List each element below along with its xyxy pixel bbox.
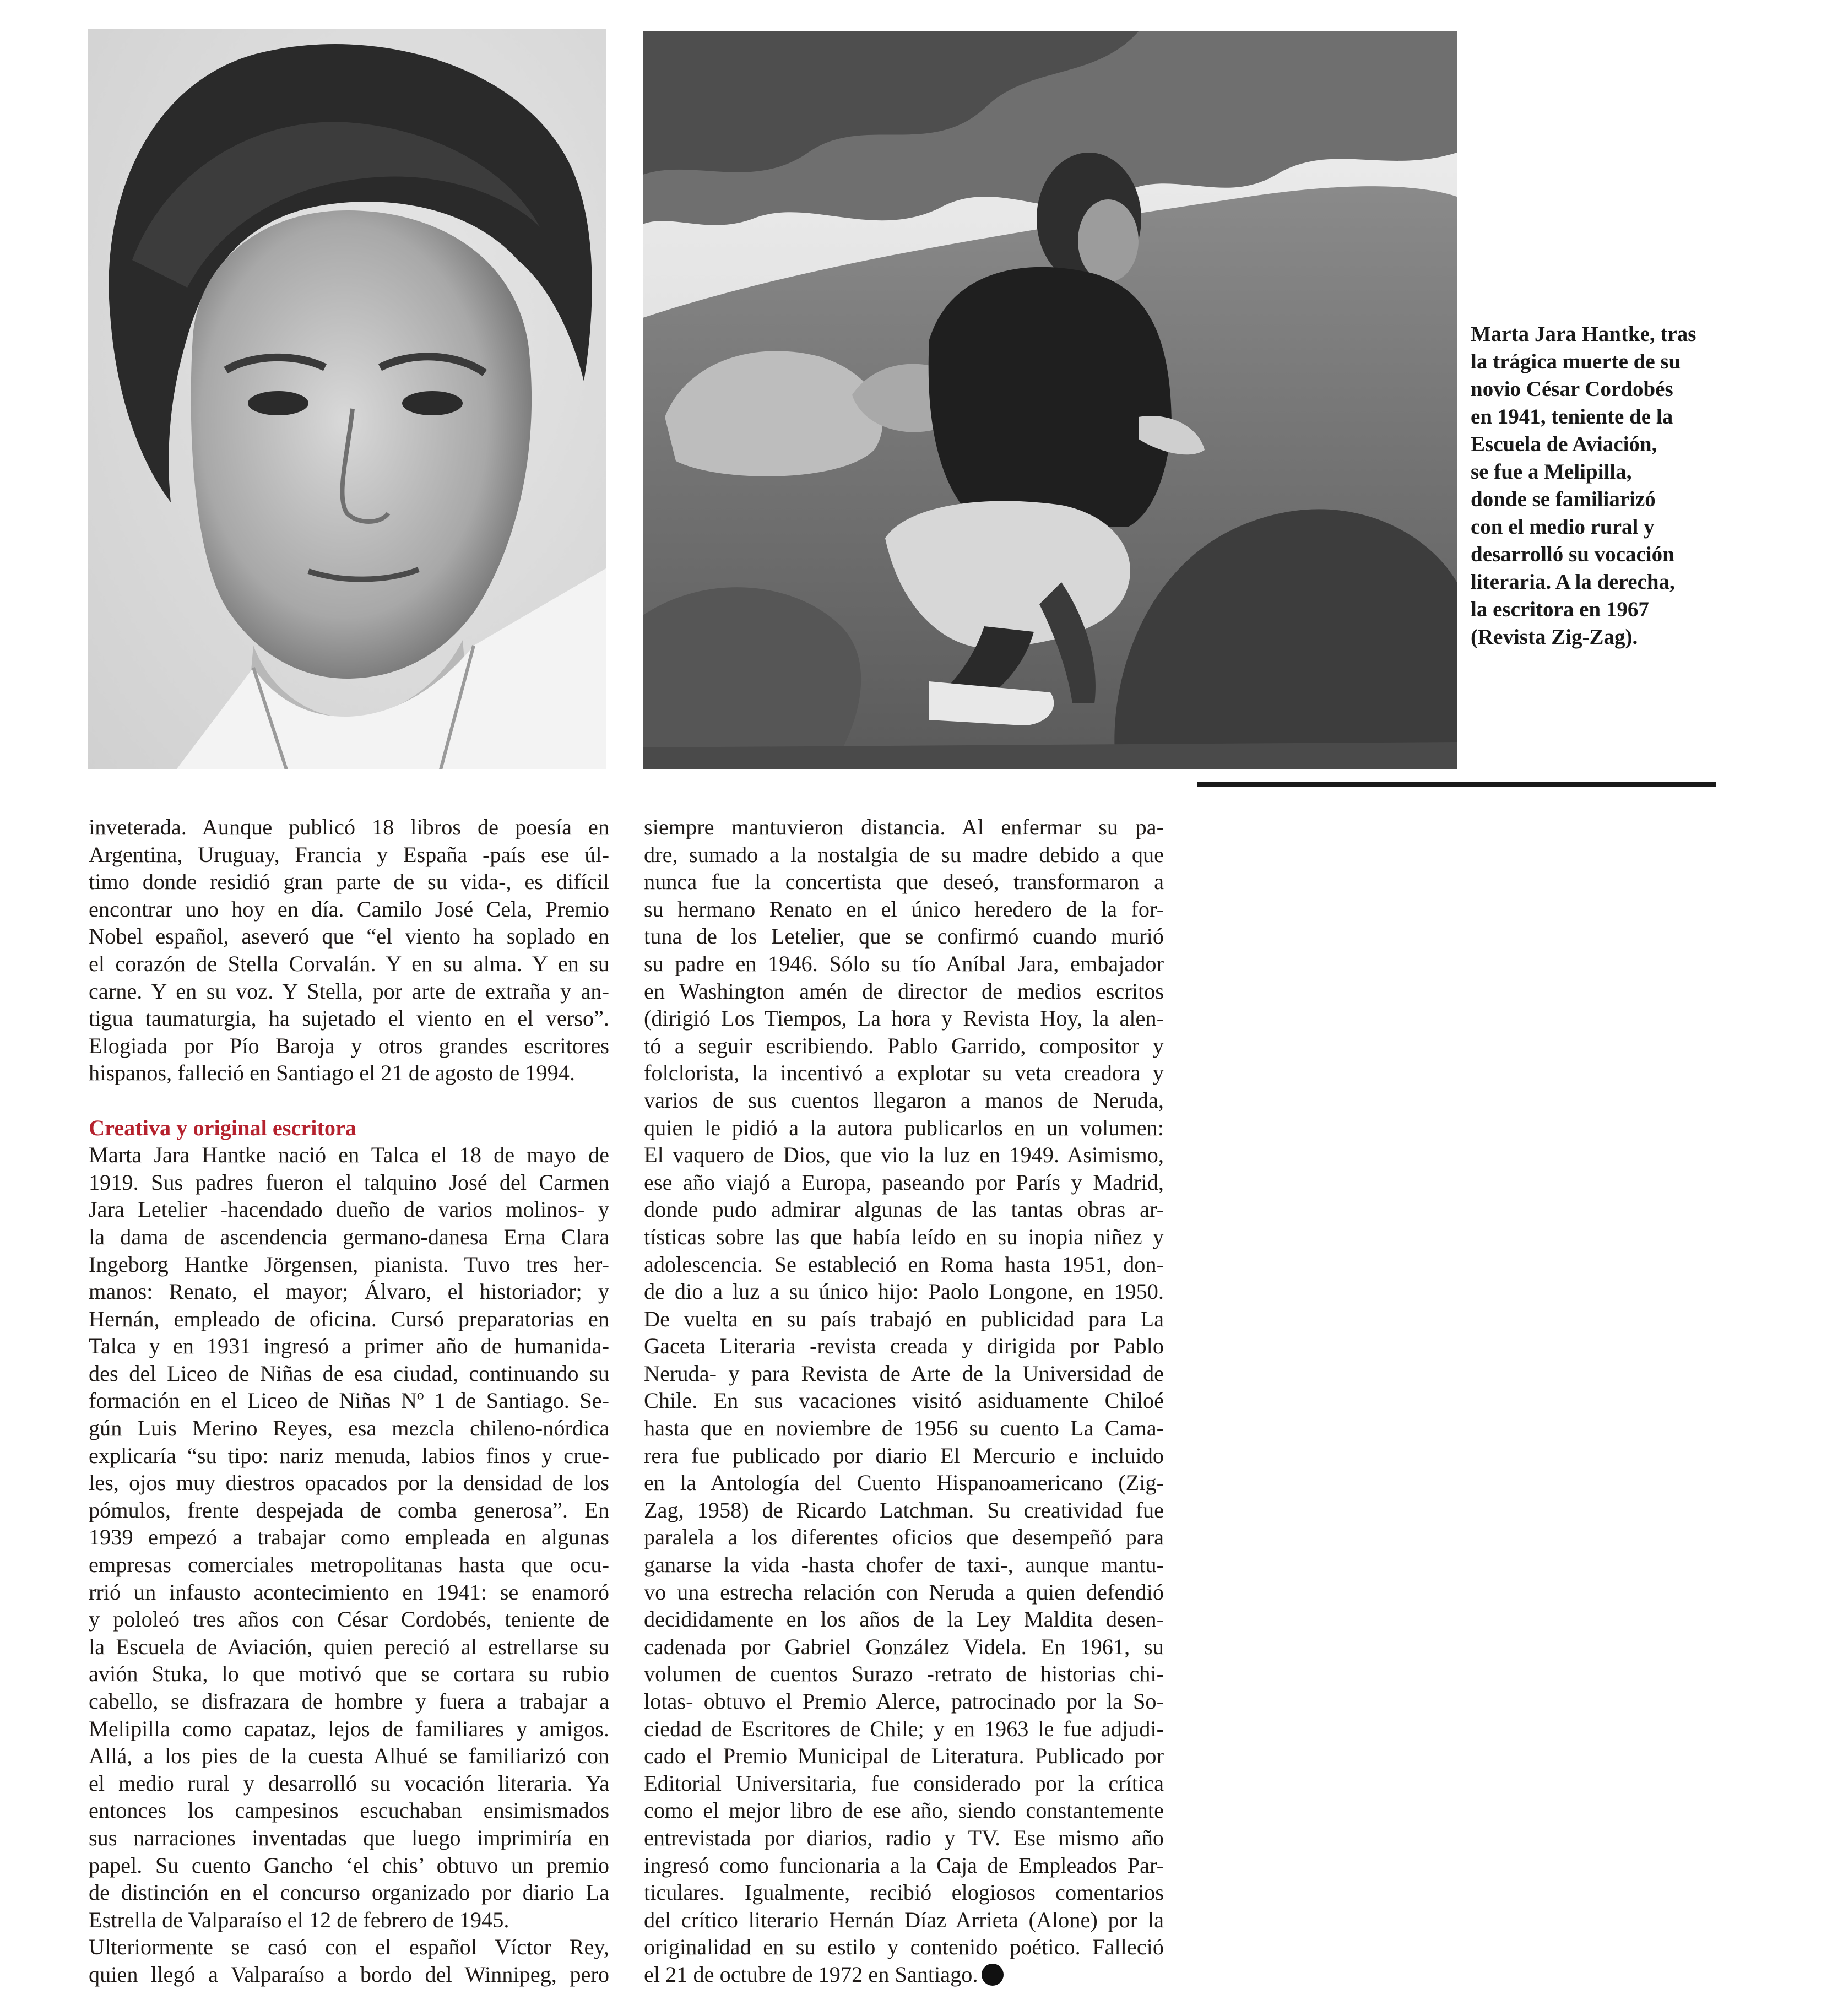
caption-line: la trágica muerte de su	[1471, 350, 1681, 373]
photo-caption	[1471, 321, 1730, 651]
text-line	[89, 1606, 609, 1633]
text-line-content: decididamente en los años de la Ley Maldita desen-	[644, 1607, 1164, 1632]
text-line-content: ingresó como funcionaria a la Caja de Empleados Par-	[644, 1852, 1164, 1878]
text-line	[644, 1305, 1164, 1333]
caption-line: en 1941, teniente de la	[1471, 405, 1673, 429]
text-line	[89, 1005, 609, 1032]
end-mark-icon	[982, 1964, 1004, 1986]
text-line-content: originalidad en su estilo y contenido poético. Falleció	[644, 1934, 1164, 1960]
text-line-content: rera fue publicado por diario El Mercurio e incluido	[644, 1443, 1164, 1468]
text-line-content: Nobel español, aseveró que “el viento ha soplado en	[89, 924, 609, 949]
text-line	[89, 1551, 609, 1579]
text-line-content: Neruda- y para Revista de Arte de la Universidad de	[644, 1361, 1164, 1386]
caption-line: Marta Jara Hantke, tras	[1471, 322, 1696, 346]
text-line	[89, 1059, 609, 1087]
text-line	[89, 841, 609, 869]
text-line-content: manos: Renato, el mayor; Álvaro, el historiador; y	[89, 1279, 609, 1304]
text-line	[644, 950, 1164, 978]
text-line	[644, 1141, 1164, 1169]
text-line	[644, 1469, 1164, 1497]
text-line-content: nunca fue la concertista que deseó, transformaron a	[644, 869, 1164, 895]
text-line-content: su padre en 1946. Sólo su tío Aníbal Jara, embajador	[644, 951, 1164, 976]
text-line-content: entrevistada por diarios, radio y TV. Ese mismo año	[644, 1825, 1164, 1850]
text-line	[89, 1332, 609, 1360]
text-line-content: formación en el Liceo de Niñas Nº 1 de Santiago. Se-	[89, 1388, 609, 1413]
text-line	[89, 1196, 609, 1223]
text-line-content: quien llegó a Valparaíso a bordo del Winnipeg, pero	[89, 1961, 609, 1987]
text-line-content: hispanos, falleció en Santiago el 21 de agosto de 1994.	[89, 1060, 575, 1086]
text-line-content: Elogiada por Pío Baroja y otros grandes escritores	[89, 1033, 609, 1058]
paragraph-gap	[89, 1087, 609, 1114]
text-line-content: Argentina, Uruguay, Francia y España -país ese úl-	[89, 842, 609, 867]
text-line	[89, 896, 609, 923]
text-line-content: la Escuela de Aviación, quien pereció al estrellarse su	[89, 1634, 609, 1659]
text-line	[89, 923, 609, 950]
text-line-content: ese año viajó a Europa, paseando por París y Madrid,	[644, 1169, 1164, 1195]
text-line	[644, 1032, 1164, 1060]
text-line-content: De vuelta en su país trabajó en publicidad para La	[644, 1306, 1164, 1331]
portrait-photo	[88, 29, 606, 769]
text-line-content: como el mejor libro de ese año, siendo constantemente	[644, 1798, 1164, 1823]
text-line	[644, 978, 1164, 1005]
caption-line: (Revista Zig-Zag).	[1471, 625, 1638, 649]
text-line-content: pómulos, frente despejada de comba generosa”. En	[89, 1497, 609, 1522]
text-line-content: del crítico literario Hernán Díaz Arrieta (Alone) por la	[644, 1907, 1164, 1932]
text-line	[89, 1360, 609, 1388]
text-line-content: empresas comerciales metropolitanas hasta que ocu-	[89, 1552, 609, 1578]
text-line	[644, 814, 1164, 841]
text-line-content: Marta Jara Hantke nació en Talca el 18 de mayo de	[89, 1142, 609, 1168]
text-line-content: Melipilla como capataz, lejos de familiares y amigos.	[89, 1716, 609, 1741]
text-line-content: avión Stuka, lo que motivó que se cortara su rubio	[89, 1661, 609, 1687]
text-line	[644, 1524, 1164, 1551]
text-line-content: quien le pidió a la autora publicarlos en un volumen:	[644, 1115, 1164, 1140]
text-line	[89, 1387, 609, 1415]
field-photo	[643, 31, 1457, 769]
text-line	[644, 923, 1164, 950]
text-line-content: ciedad de Escritores de Chile; y en 1963 le fue adjudi-	[644, 1716, 1164, 1741]
text-line	[89, 1469, 609, 1497]
text-line	[89, 1715, 609, 1743]
text-line	[644, 1251, 1164, 1278]
text-line	[89, 1497, 609, 1524]
text-line-content: su hermano Renato en el único heredero de la for-	[644, 896, 1164, 922]
text-line-content: Allá, a los pies de la cuesta Alhué se familiarizó con	[89, 1743, 609, 1769]
text-line-content: El vaquero de Dios, que vio la luz en 1949. Asimismo,	[644, 1142, 1164, 1168]
text-line-content: adolescencia. Se estableció en Roma hasta 1951, don-	[644, 1251, 1164, 1277]
article-column-left	[89, 814, 609, 1988]
text-line	[644, 1442, 1164, 1470]
text-line	[89, 950, 609, 978]
text-line-content: sus narraciones inventadas que luego imprimiría en	[89, 1825, 609, 1850]
text-line-content: rrió un infausto acontecimiento en 1941: se enamoró	[89, 1579, 609, 1605]
field-image	[643, 31, 1457, 769]
text-line	[89, 1633, 609, 1661]
text-line-content: lotas- obtuvo el Premio Alerce, patrocinado por la So-	[644, 1689, 1164, 1714]
text-line	[89, 1305, 609, 1333]
text-line-content: el corazón de Stella Corvalán. Y en su alma. Y en su	[89, 951, 609, 976]
text-line	[644, 1770, 1164, 1797]
article-column-right	[644, 814, 1164, 1988]
text-line	[89, 1688, 609, 1715]
text-line	[644, 1497, 1164, 1524]
text-line	[644, 1660, 1164, 1688]
text-line-content: timo donde residió gran parte de su vida-, es difícil	[89, 869, 609, 895]
text-line	[644, 1715, 1164, 1743]
text-line	[644, 1415, 1164, 1442]
text-line-content: 1919. Sus padres fueron el talquino José del Carmen	[89, 1169, 609, 1195]
text-line	[644, 1961, 1164, 1988]
body-paragraph	[89, 1141, 609, 1988]
text-line-content: Zag, 1958) de Ricardo Latchman. Su creatividad fue	[644, 1497, 1164, 1522]
text-line-content: de distinción en el concurso organizado por diario La	[89, 1880, 609, 1905]
caption-line: se fue a Melipilla,	[1471, 460, 1632, 484]
text-line-content: inveterada. Aunque publicó 18 libros de poesía en	[89, 815, 609, 839]
text-line	[644, 1933, 1164, 1961]
text-line-content: el 21 de octubre de 1972 en Santiago.	[644, 1961, 978, 1987]
text-line-content: folclorista, la incentivó a explotar su veta creadora y	[644, 1060, 1164, 1086]
text-line	[644, 1278, 1164, 1305]
body-paragraph	[644, 814, 1164, 1988]
intro-paragraph	[89, 814, 609, 1087]
text-line	[89, 1660, 609, 1688]
text-line	[89, 1251, 609, 1278]
text-line	[644, 1579, 1164, 1606]
text-line	[644, 1059, 1164, 1087]
text-line-content: tuna de los Letelier, que se confirmó cuando murió	[644, 924, 1164, 949]
text-line-content: vo una estrecha relación con Neruda a quien defendió	[644, 1579, 1164, 1605]
text-line	[644, 841, 1164, 869]
text-line	[89, 1169, 609, 1196]
text-line	[89, 1961, 609, 1988]
text-line	[89, 868, 609, 896]
text-line	[644, 1906, 1164, 1934]
text-line-content: el medio rural y desarrolló su vocación literaria. Ya	[89, 1770, 609, 1796]
text-line-content: carne. Y en su voz. Y Stella, por arte de extraña y an-	[89, 978, 609, 1004]
text-line-content: paralela a los diferentes oficios que desempeñó para	[644, 1525, 1164, 1550]
text-line	[89, 1278, 609, 1305]
text-line	[89, 1797, 609, 1824]
text-line-content: cadenada por Gabriel González Videla. En 1961, su	[644, 1634, 1164, 1659]
text-line	[644, 1005, 1164, 1032]
text-line	[89, 978, 609, 1005]
text-line-content: gún Luis Merino Reyes, esa mezcla chileno-nórdica	[89, 1416, 609, 1441]
text-line-content: dre, sumado a la nostalgia de su madre debido a que	[644, 842, 1164, 867]
text-line-content: entonces los campesinos escuchaban ensimismados	[89, 1798, 609, 1823]
text-line	[644, 1797, 1164, 1824]
portrait-image	[88, 29, 606, 769]
text-line-content: 1939 empezó a trabajar como empleada en algunas	[89, 1525, 609, 1550]
text-line	[644, 1087, 1164, 1114]
text-line-content: tó a seguir escribiendo. Pablo Garrido, compositor y	[644, 1033, 1164, 1058]
text-line-content: de dio a luz a su único hijo: Paolo Longone, en 1950.	[644, 1279, 1164, 1304]
text-line	[89, 1852, 609, 1879]
text-line-content: volumen de cuentos Surazo -retrato de historias chi-	[644, 1661, 1164, 1687]
text-line-content: ganarse la vida -hasta chofer de taxi-, aunque mantu-	[644, 1552, 1164, 1578]
text-line	[89, 1933, 609, 1961]
text-line	[644, 1223, 1164, 1251]
text-line-content: Editorial Universitaria, fue considerado por la crítica	[644, 1770, 1164, 1796]
text-line	[644, 868, 1164, 896]
text-line-content: cado el Premio Municipal de Literatura. Publicado por	[644, 1743, 1164, 1769]
text-line-content: Talca y en 1931 ingresó a primer año de humanida-	[89, 1334, 609, 1359]
text-line-content: encontrar uno hoy en día. Camilo José Cela, Premio	[89, 896, 609, 922]
text-line-content: Hernán, empleado de oficina. Cursó preparatorias en	[89, 1306, 609, 1331]
text-line	[644, 1114, 1164, 1142]
text-line	[644, 1688, 1164, 1715]
text-line-content: donde pudo admirar algunas de las tantas obras ar-	[644, 1197, 1164, 1222]
text-line-content: explicaría “su tipo: nariz menuda, labios finos y crue-	[89, 1443, 609, 1468]
text-line	[89, 1032, 609, 1060]
text-line	[644, 1169, 1164, 1196]
text-line	[644, 1633, 1164, 1661]
text-line	[89, 1442, 609, 1470]
caption-divider	[1197, 782, 1716, 787]
section-heading: Creativa y original escritora	[89, 1115, 357, 1140]
text-line	[89, 1824, 609, 1852]
caption-line: la escritora en 1967	[1471, 598, 1649, 621]
text-line-content: Gaceta Literaria -revista creada y dirigida por Pablo	[644, 1334, 1164, 1359]
text-line	[644, 1742, 1164, 1770]
text-line	[89, 1223, 609, 1251]
text-line-content: tísticas sobre las que había leído en su inopia niñez y	[644, 1224, 1164, 1249]
text-line	[89, 1141, 609, 1169]
text-line	[89, 1742, 609, 1770]
text-line	[89, 1906, 609, 1934]
text-line-content: varios de sus cuentos llegaron a manos de Neruda,	[644, 1087, 1164, 1113]
text-line-content: papel. Su cuento Gancho ‘el chis’ obtuvo un premio	[89, 1852, 609, 1878]
text-line-content: Estrella de Valparaíso el 12 de febrero de 1945.	[89, 1907, 509, 1932]
text-line	[644, 1551, 1164, 1579]
text-line-content: cabello, se disfrazara de hombre y fuera a trabajar a	[89, 1689, 609, 1714]
text-line-content: des del Liceo de Niñas de esa ciudad, continuando su	[89, 1361, 609, 1386]
caption-line: con el medio rural y	[1471, 515, 1655, 539]
text-line-content: les, ojos muy diestros opacados por la densidad de los	[89, 1470, 609, 1495]
text-line-content: la dama de ascendencia germano-danesa Erna Clara	[89, 1224, 609, 1249]
caption-line: Escuela de Aviación,	[1471, 432, 1657, 456]
text-line-content: (dirigió Los Tiempos, La hora y Revista Hoy, la alen-	[644, 1006, 1164, 1031]
text-line-content: Ingeborg Hantke Jörgensen, pianista. Tuvo tres her-	[89, 1251, 609, 1277]
text-line	[644, 1196, 1164, 1223]
text-line-content: hasta que en noviembre de 1956 su cuento La Cama-	[644, 1416, 1164, 1441]
caption-line: desarrolló su vocación	[1471, 543, 1674, 566]
text-line-content: y pololeó tres años con César Cordobés, teniente de	[89, 1607, 609, 1632]
text-line	[89, 1879, 609, 1906]
text-line	[644, 1824, 1164, 1852]
text-line-content: Ulteriormente se casó con el español Víctor Rey,	[89, 1934, 609, 1960]
caption-line: novio César Cordobés	[1471, 377, 1673, 401]
text-line	[89, 814, 609, 841]
text-line	[644, 1332, 1164, 1360]
text-line	[644, 1360, 1164, 1388]
text-line-content: Jara Letelier -hacendado dueño de varios molinos- y	[89, 1197, 609, 1222]
text-line	[644, 1852, 1164, 1879]
text-line	[89, 1415, 609, 1442]
text-line	[644, 1879, 1164, 1906]
caption-line: donde se familiarizó	[1471, 487, 1656, 511]
text-line	[89, 1579, 609, 1606]
text-line-content: Chile. En sus vacaciones visitó asiduamente Chiloé	[644, 1388, 1164, 1413]
text-line-content: ticulares. Igualmente, recibió elogiosos comentarios	[644, 1880, 1164, 1905]
text-line-content: tigua taumaturgia, ha sujetado el viento en el verso”.	[89, 1006, 609, 1031]
text-line	[644, 896, 1164, 923]
caption-line: literaria. A la derecha,	[1471, 570, 1675, 594]
text-line-content: siempre mantuvieron distancia. Al enfermar su pa-	[644, 815, 1164, 839]
text-line	[644, 1606, 1164, 1633]
text-line-content: en la Antología del Cuento Hispanoamericano (Zig-	[644, 1470, 1164, 1495]
text-line	[89, 1770, 609, 1797]
text-line	[89, 1524, 609, 1551]
text-line	[644, 1387, 1164, 1415]
text-line-content: en Washington amén de director de medios escritos	[644, 978, 1164, 1004]
